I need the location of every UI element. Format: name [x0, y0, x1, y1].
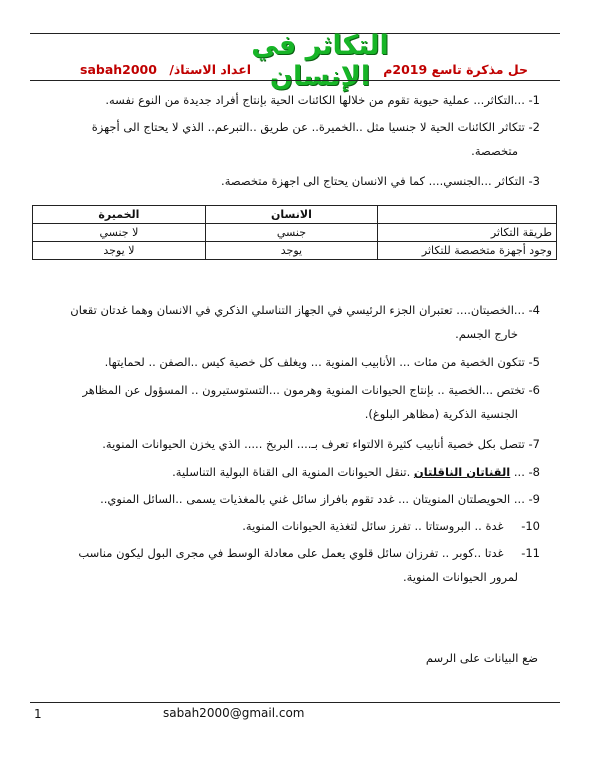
list-item: 2- تتكاثر الكائنات الحية لا جنسيا مثل ..الخميرة.. عن طريق ..التبرعم.. الذي لا يحتاج الى أجهزة متخصصة.	[40, 115, 540, 163]
header-rule	[30, 80, 560, 81]
item-continuation: خارج الجسم.	[455, 327, 518, 341]
footer-email: sabah2000@gmail.com	[163, 706, 305, 720]
list-item: 4- ...الخصيتان.... تعتبران الجزء الرئيسي في الجهاز التناسلي الذكري في الانسان وهما غدتان تقعان خارج الجسم.	[40, 298, 540, 346]
table-row	[33, 224, 557, 242]
item-text: تتكاثر الكائنات الحية لا جنسيا مثل ..الخميرة.. عن طريق ..التبرعم.. الذي لا يحتاج الى أجهزة	[91, 120, 525, 134]
list-item: 10- غدة .. البروستاتا .. تفرز سائل لتغذية الحيوانات المنوية.	[242, 519, 540, 533]
table-cell: جنسي	[205, 224, 377, 242]
list-item: 5- تتكون الخصية من مئات ... الأنابيب المنوية ... ويغلف كل خصية كيس ..الصفن .. لحمايتها.	[104, 355, 540, 369]
table-header-row	[33, 206, 557, 224]
list-item: 9- ... الحويصلتان المنويتان ... غدد تقوم بافراز سائل غني بالمغذيات يسمى ..السائل المنوي..	[100, 492, 540, 506]
page-number: 1	[34, 707, 42, 721]
item-text: التكاثر ...الجنسي.... كما في الانسان يحتاج الى اجهزة متخصصة.	[221, 174, 525, 188]
footer-rule	[30, 702, 560, 703]
author-line	[80, 62, 251, 77]
item-text: تتصل بكل خصية أنابيب كثيرة الالتواء تعرف بـ.... البربخ ..... الذي يخزن الحيوانات المنوية.	[102, 437, 525, 451]
list-item: 11- غدتا ..كوبر .. تفرزان سائل قلوي يعمل على معادلة الوسط في مجرى البول ليكون مناسب لمرور الحيوانات المنوية.	[40, 541, 540, 589]
table-header: الانسان	[205, 206, 377, 224]
list-item: 7- تتصل بكل خصية أنابيب كثيرة الالتواء تعرف بـ.... البربخ ..... الذي يخزن الحيوانات المنوية.	[102, 437, 540, 451]
item-number: 2	[532, 120, 540, 134]
item-number: 1	[532, 93, 540, 107]
table-cell: وجود أجهزة متخصصة للتكاثر	[378, 242, 557, 260]
item-text: ...التكاثر... عملية حيوية تقوم من خلالها الكائنات الحية بإنتاج أفراد جديدة من النوع نفسه.	[105, 93, 525, 107]
item-number: 4	[532, 303, 540, 317]
item-number: 6	[532, 383, 540, 397]
list-item: 8- ... القناتان الناقلتان .تنقل الحيوانات المنوية الى القناة البولية التناسلية.	[172, 465, 540, 479]
item-text: غدتا ..كوبر .. تفرزان سائل قلوي يعمل على معادلة الوسط في مجرى البول ليكون مناسب	[78, 546, 504, 560]
item-continuation: متخصصة.	[471, 144, 518, 158]
item-number: 8	[532, 465, 540, 479]
table-header: الخميرة	[33, 206, 206, 224]
table-cell: يوجد	[205, 242, 377, 260]
table-cell: طريقة التكاثر	[378, 224, 557, 242]
comparison-table	[32, 205, 557, 260]
table-header	[378, 206, 557, 224]
list-item: 6- تختص ...الخصية .. بإنتاج الحيوانات المنوية وهرمون ...التستوستيرون .. المسؤول عن المظاهر الجنسية الذكرية (مظاهر البلوغ).	[40, 378, 540, 426]
author-name: sabah2000	[80, 62, 157, 77]
item-text: ... الحويصلتان المنويتان ... غدد تقوم بافراز سائل غني بالمغذيات يسمى ..السائل المنوي..	[100, 492, 525, 506]
item-number: 7	[532, 437, 540, 451]
document-title: التكاثر في الإنسان	[251, 30, 389, 92]
item-number: 11	[525, 546, 540, 560]
item-number: 10	[525, 519, 540, 533]
item-number: 9	[532, 492, 540, 506]
item-bold-term: القناتان الناقلتان	[413, 465, 511, 479]
solution-label: حل مذكرة تاسع 2019م	[383, 62, 528, 77]
table-row	[33, 242, 557, 260]
item-number: 3	[532, 174, 540, 188]
prepared-by-label: اعداد الاستاذ/	[169, 62, 252, 77]
item-text: غدة .. البروستاتا .. تفرز سائل لتغذية الحيوانات المنوية.	[242, 519, 504, 533]
table-cell: لا يوجد	[33, 242, 206, 260]
item-continuation: الجنسية الذكرية (مظاهر البلوغ).	[364, 407, 518, 421]
list-item: 3- التكاثر ...الجنسي.... كما في الانسان يحتاج الى اجهزة متخصصة.	[221, 174, 540, 188]
list-item: 1- ...التكاثر... عملية حيوية تقوم من خلالها الكائنات الحية بإنتاج أفراد جديدة من النوع نفسه.	[105, 93, 540, 107]
item-number: 5	[532, 355, 540, 369]
table-cell: لا جنسي	[33, 224, 206, 242]
item-text: تتكون الخصية من مئات ... الأنابيب المنوية ... ويغلف كل خصية كيس ..الصفن .. لحمايتها.	[104, 355, 525, 369]
item-text: تختص ...الخصية .. بإنتاج الحيوانات المنوية وهرمون ...التستوستيرون .. المسؤول عن المظاهر	[82, 383, 525, 397]
item-text: ...الخصيتان.... تعتبران الجزء الرئيسي في الجهاز التناسلي الذكري في الانسان وهما غدتان تقعان	[70, 303, 525, 317]
item-text: .تنقل الحيوانات المنوية الى القناة البولية التناسلية.	[172, 465, 411, 479]
diagram-caption: ضع البيانات على الرسم	[425, 651, 538, 665]
item-continuation: لمرور الحيوانات المنوية.	[403, 570, 518, 584]
